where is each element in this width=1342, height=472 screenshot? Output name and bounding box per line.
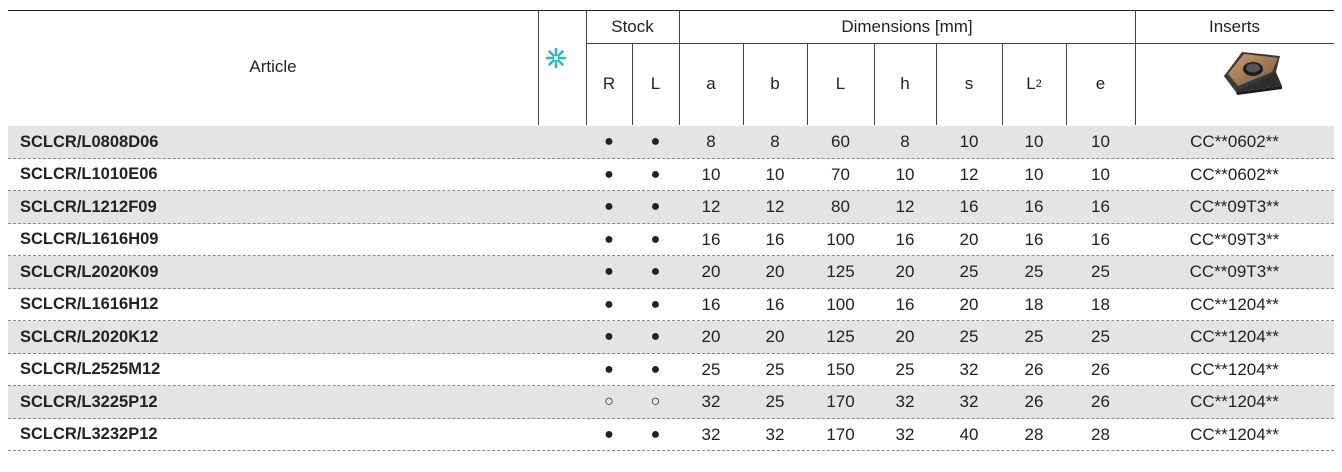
- table-row: [8, 386, 1334, 419]
- dim-e-cell: 25: [1091, 327, 1110, 346]
- dim-b-cell: 20: [765, 327, 785, 346]
- dim-a-cell: 16: [701, 294, 721, 314]
- dim-e-cell: 16: [1091, 197, 1110, 216]
- ccmt-insert-image: [1216, 46, 1288, 102]
- dim-a-cell: 16: [701, 229, 721, 249]
- table-row: [8, 321, 1334, 354]
- article-header: Article: [249, 57, 297, 76]
- dim-l-cell: 80: [831, 197, 850, 216]
- dim-l-cell: 60: [831, 132, 850, 151]
- table-row: [8, 419, 1334, 452]
- stock-l-header: L: [650, 74, 661, 93]
- dim-s-cell: 32: [959, 392, 979, 411]
- dim-l2-header: [1002, 43, 1066, 125]
- article-cell: SCLCR/L3232P12: [20, 425, 158, 443]
- stock-l-cell: ●: [650, 230, 661, 248]
- dim-l2-cell: 10: [1024, 164, 1044, 184]
- insert-code-cell: CC**0602**: [1190, 132, 1279, 151]
- dim-e-cell: 28: [1091, 424, 1110, 444]
- dim-s-cell: 32: [959, 359, 979, 379]
- dim-a-cell: 20: [701, 262, 721, 281]
- insert-code-cell: CC**09T3**: [1189, 197, 1280, 216]
- dim-e-cell: 10: [1091, 164, 1110, 184]
- dim-b-cell: 32: [765, 424, 785, 444]
- dim-h-cell: 8: [900, 132, 910, 151]
- dim-e-cell: 26: [1091, 392, 1110, 411]
- stock-r-cell: ●: [604, 360, 614, 378]
- dim-h-cell: 20: [895, 327, 915, 346]
- dim-e-cell: 10: [1091, 132, 1110, 151]
- stock-r-header: R: [602, 74, 616, 93]
- dim-a-cell: 32: [701, 424, 721, 444]
- stock-l-cell: ●: [650, 295, 661, 313]
- dim-s-cell: 16: [959, 197, 979, 216]
- dim-h-cell: 12: [895, 197, 915, 216]
- stock-r-cell: ●: [604, 328, 614, 345]
- table-row: [8, 126, 1334, 159]
- article-cell: SCLCR/L1616H12: [20, 295, 159, 313]
- insert-code-cell: CC**0602**: [1190, 164, 1279, 184]
- dim-b-header: b: [770, 74, 780, 93]
- dim-a-cell: 25: [701, 359, 721, 379]
- table-row: [8, 289, 1334, 322]
- dim-l2-subscript: 2: [1035, 78, 1042, 90]
- dim-s-header: s: [964, 74, 974, 93]
- dim-l-cell: 125: [826, 327, 855, 346]
- dim-s-cell: 25: [959, 262, 979, 281]
- dim-h-cell: 32: [895, 392, 915, 411]
- dim-s-cell: 40: [959, 424, 979, 444]
- insert-code-cell: CC**1204**: [1190, 327, 1279, 346]
- dim-h-cell: 20: [895, 262, 915, 281]
- table-row: [8, 224, 1334, 257]
- table-row: [8, 159, 1334, 192]
- dim-a-header: a: [706, 74, 716, 93]
- insert-code-cell: CC**1204**: [1190, 424, 1279, 444]
- dim-l2-cell: 10: [1024, 132, 1044, 151]
- dim-s-cell: 20: [959, 229, 979, 249]
- dim-l-cell: 170: [826, 392, 855, 411]
- article-cell: SCLCR/L2525M12: [20, 360, 161, 378]
- dim-l2-cell: 25: [1024, 262, 1044, 281]
- article-cell: SCLCR/L0808D06: [20, 132, 159, 151]
- inserts-header: Inserts: [1208, 16, 1261, 36]
- stock-l-cell: ○: [650, 393, 661, 410]
- dim-h-cell: 25: [895, 359, 915, 379]
- stock-r-cell: ●: [604, 425, 614, 443]
- dim-l2-cell: 28: [1024, 424, 1044, 444]
- dim-a-cell: 20: [701, 327, 721, 346]
- dim-l2-cell: 16: [1024, 229, 1044, 249]
- dim-b-cell: 20: [765, 262, 785, 281]
- dim-b-cell: 8: [770, 132, 780, 151]
- dim-s-cell: 20: [959, 294, 979, 314]
- dim-l-cell: 100: [826, 229, 855, 249]
- stock-l-cell: ●: [650, 425, 661, 443]
- dim-a-cell: 32: [701, 392, 721, 411]
- article-cell: SCLCR/L1212F09: [20, 197, 157, 216]
- dim-e-cell: 18: [1091, 294, 1110, 314]
- stock-r-cell: ●: [604, 295, 614, 313]
- article-cell: SCLCR/L1616H09: [20, 230, 159, 248]
- dim-b-cell: 25: [765, 359, 785, 379]
- article-cell: SCLCR/L3225P12: [20, 392, 158, 411]
- dim-l-cell: 125: [826, 262, 855, 281]
- dim-b-cell: 10: [765, 164, 785, 184]
- table-row: [8, 354, 1334, 387]
- stock-r-cell: ●: [604, 263, 614, 280]
- coolant-snowflake-icon: [545, 47, 567, 69]
- dim-h-cell: 16: [895, 229, 915, 249]
- stock-l-cell: ●: [650, 263, 661, 280]
- dim-h-cell: 32: [895, 424, 915, 444]
- stock-r-cell: ●: [604, 230, 614, 248]
- dim-l-cell: 150: [826, 359, 855, 379]
- stock-r-cell: ○: [604, 393, 614, 410]
- table-row: [8, 191, 1334, 224]
- divider: [538, 10, 539, 125]
- table-body: [8, 126, 1334, 451]
- stock-l-cell: ●: [650, 328, 661, 345]
- insert-code-cell: CC**09T3**: [1189, 262, 1280, 281]
- stock-r-cell: ●: [604, 198, 614, 215]
- dim-s-cell: 25: [959, 327, 979, 346]
- dim-b-cell: 16: [765, 294, 785, 314]
- dim-s-cell: 12: [959, 164, 979, 184]
- dim-l2-cell: 26: [1024, 359, 1044, 379]
- insert-code-cell: CC**09T3**: [1189, 229, 1280, 249]
- dim-b-cell: 25: [765, 392, 785, 411]
- stock-l-cell: ●: [650, 360, 661, 378]
- stock-l-cell: ●: [650, 165, 661, 183]
- dim-e-cell: 25: [1091, 262, 1110, 281]
- dim-l2-cell: 16: [1024, 197, 1044, 216]
- dim-l2-cell: 25: [1024, 327, 1044, 346]
- insert-code-cell: CC**1204**: [1190, 359, 1279, 379]
- dim-b-cell: 12: [765, 197, 785, 216]
- stock-r-cell: ●: [604, 165, 614, 183]
- table-header: [8, 10, 1334, 125]
- table-row: [8, 256, 1334, 289]
- dimensions-header: Dimensions [mm]: [841, 16, 973, 36]
- stock-header: Stock: [611, 16, 654, 36]
- dim-l-cell: 100: [826, 294, 855, 314]
- insert-code-cell: CC**1204**: [1190, 294, 1279, 314]
- dim-e-cell: 26: [1091, 359, 1110, 379]
- dim-s-cell: 10: [959, 132, 979, 151]
- dim-h-cell: 16: [895, 294, 915, 314]
- stock-l-cell: ●: [650, 133, 661, 150]
- dim-l2-cell: 18: [1024, 294, 1044, 314]
- dim-h-cell: 10: [895, 164, 915, 184]
- dim-a-cell: 8: [706, 132, 716, 151]
- dim-a-cell: 12: [701, 197, 721, 216]
- article-cell: SCLCR/L2020K12: [20, 327, 159, 346]
- insert-code-cell: CC**1204**: [1190, 392, 1279, 411]
- stock-r-cell: ●: [604, 133, 614, 150]
- dim-a-cell: 10: [701, 164, 721, 184]
- dim-e-header: e: [1095, 74, 1106, 93]
- dim-l2-letter: L: [1026, 74, 1036, 93]
- dim-l2-cell: 26: [1024, 392, 1044, 411]
- article-cell: SCLCR/L2020K09: [20, 262, 159, 281]
- dim-l-cell: 170: [826, 424, 855, 444]
- article-cell: SCLCR/L1010E06: [20, 165, 158, 183]
- dim-h-header: h: [900, 74, 910, 93]
- stock-l-cell: ●: [650, 198, 661, 215]
- dim-l-cell: 70: [831, 164, 850, 184]
- dim-l-header: L: [835, 74, 846, 93]
- dim-e-cell: 16: [1091, 229, 1110, 249]
- dim-b-cell: 16: [765, 229, 785, 249]
